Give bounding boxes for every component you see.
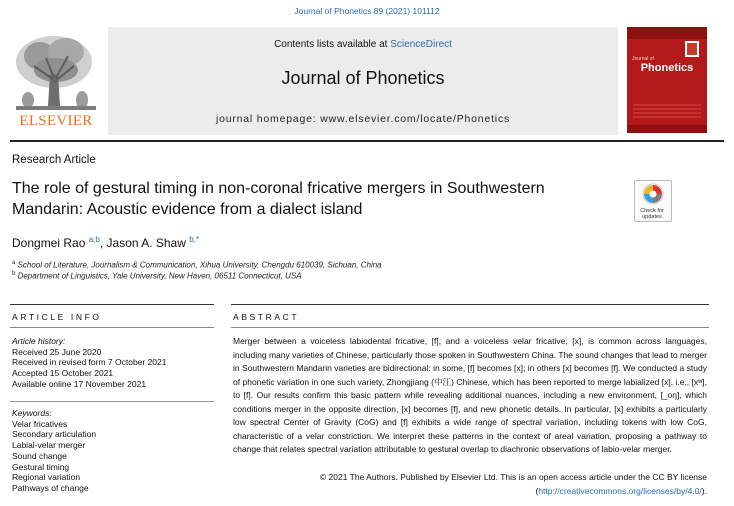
history-label: Article history: <box>12 336 66 346</box>
elsevier-wordmark: ELSEVIER <box>19 113 93 129</box>
sciencedirect-link[interactable]: ScienceDirect <box>390 39 452 50</box>
author-separator: , <box>99 236 107 250</box>
contents-prefix: Contents lists available at <box>274 39 391 50</box>
crossmark-icon <box>635 181 671 209</box>
abstract-body: Merger between a voiceless labiodental fricative, [f], and a voiceless velar fricative, [x], is common across languages, including many varieties of Chinese, particularly those spoken in Southwestern China. The sound changes that lead to merger in Southwestern Mandarin varieties are bidirectional: in some, [f] becomes [x]; in others [x] becomes [f]. We conducted a study of phonetic variation in one such variety, Zhongjiang (中江) Chinese, which has been reported to merge labialized [x], i.e., [xʷ], to [f]. Our results confirm this basic pattern while revealing additional nuances, including a new environment, [_oŋ], which conditions merger in the opposite direction, [x] becomes [f], and new phonetic details. In particular, [x] exhibits a particularly low spectral Center of Gravity (CoG) and [f] exhibits a wide range of spectral variation, including tokens with low CoG, characteristic of a velar constriction. We interpret these patterns in the context of areal variation, proposing a pathway to change that relates spectral variation attributable to gestural overlap to diachronic observations of labio-velar merger. <box>233 336 707 454</box>
info-heading-rule <box>10 327 214 328</box>
keywords-block <box>12 408 212 494</box>
affiliation-a <box>12 260 382 270</box>
journal-citation[interactable]: Journal of Phonetics 89 (2021) 101112 <box>294 6 440 16</box>
journal-title: Journal of Phonetics <box>281 68 445 88</box>
license-statement <box>233 471 707 498</box>
keyword-item: Labial-velar merger <box>12 440 86 451</box>
info-top-rule <box>10 304 214 305</box>
homepage-prefix: journal homepage: <box>215 113 321 125</box>
author-2-affil[interactable]: b,* <box>189 235 200 244</box>
history-item: Accepted 15 October 2021 <box>12 368 114 379</box>
keyword-item: Regional variation <box>12 472 81 483</box>
license-link[interactable]: http://creativecommons.org/licenses/by/4.0/ <box>538 485 702 496</box>
license-suffix: ). <box>701 485 707 496</box>
affiliation-mark: b <box>12 271 16 277</box>
abstract-heading-rule <box>231 327 709 328</box>
article-title: The role of gestural timing in non-coronal fricative mergers in Southwestern Mandarin: Acoustic evidence from a dialect island <box>12 180 545 218</box>
journal-cover-image[interactable] <box>627 27 707 133</box>
keyword-item: Sound change <box>12 450 67 461</box>
journal-homepage <box>108 113 618 125</box>
header-rule <box>10 140 724 142</box>
author-line <box>12 235 199 250</box>
affiliation-b <box>12 271 302 281</box>
abstract-top-rule <box>231 304 709 305</box>
homepage-link[interactable]: www.elsevier.com/locate/Phonetics <box>320 113 511 125</box>
history-item: Received in revised form 7 October 2021 <box>12 357 167 368</box>
article-info-heading: ARTICLE INFO <box>12 312 102 322</box>
affiliation-text: Department of Linguistics, Yale University, New Haven, 06511 Connecticut, USA <box>17 271 302 281</box>
author-1[interactable]: Dongmei Rao <box>12 236 89 250</box>
history-item: Available online 17 November 2021 <box>12 378 147 389</box>
author-2[interactable]: Jason A. Shaw <box>106 236 190 250</box>
affiliation-mark: a <box>12 260 16 266</box>
keywords-label: Keywords: <box>12 408 52 418</box>
history-item: Received 25 June 2020 <box>12 346 102 357</box>
author-1-affil[interactable]: a,b <box>88 235 100 244</box>
keyword-item: Velar fricatives <box>12 418 68 429</box>
cover-artwork <box>627 27 707 133</box>
info-divider <box>10 401 214 402</box>
keyword-item: Gestural timing <box>12 461 70 472</box>
affiliation-text: School of Literature, Journalism & Communication, Xihua University, Chengdu 610039, Sichuan, China <box>17 260 382 270</box>
keyword-item: Secondary articulation <box>12 429 97 440</box>
check-for-updates-label: Check for updates <box>640 208 664 220</box>
cover-title: Phonetics <box>640 62 694 74</box>
article-history <box>12 336 212 390</box>
abstract-heading: ABSTRACT <box>233 312 300 322</box>
contents-line <box>108 39 618 50</box>
article-type: Research Article <box>12 154 96 166</box>
cover-label: Journal of <box>632 56 654 62</box>
keyword-item: Pathways of change <box>12 482 89 493</box>
license-prefix: © 2021 The Authors. Published by Elsevier Ltd. This is an open access article under the CC BY license ( <box>319 472 707 496</box>
